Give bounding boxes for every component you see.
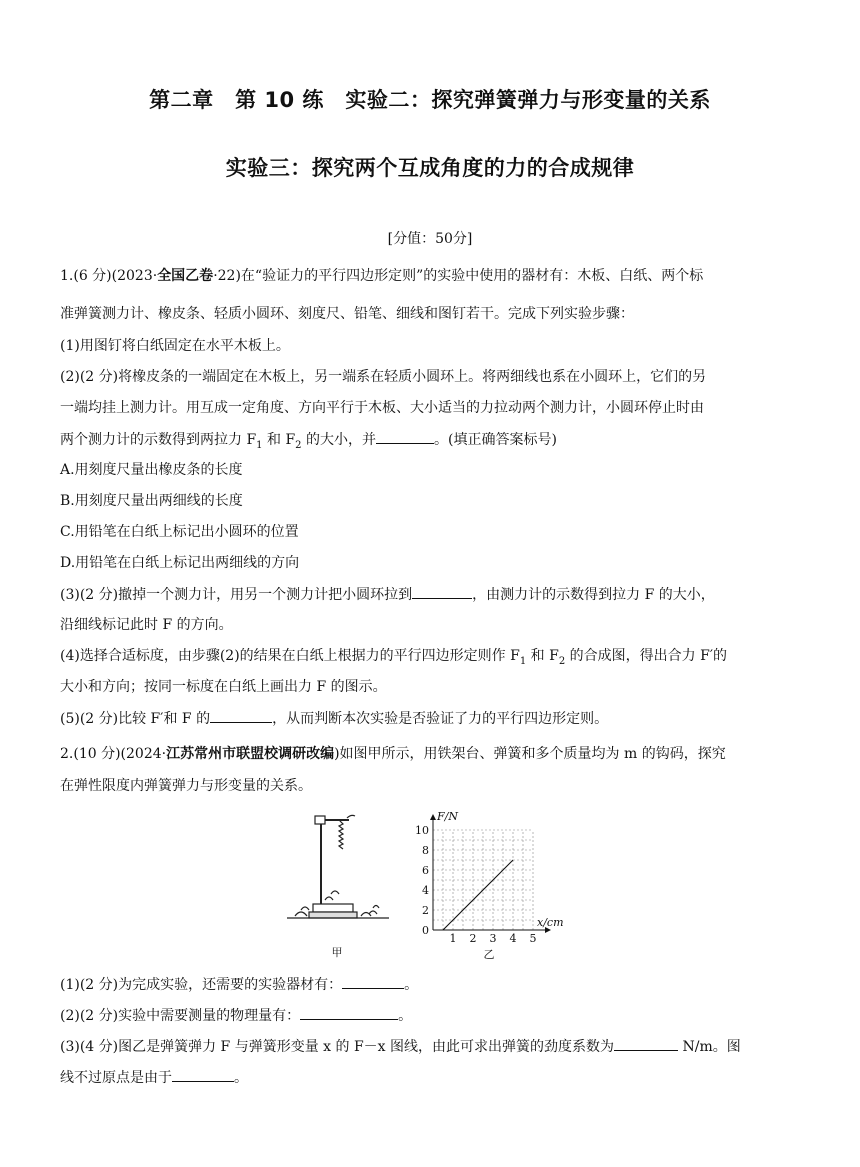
f-x-chart <box>415 810 564 945</box>
y-tick-label: 4 <box>422 884 429 897</box>
q1-line-1: 1.(6 分)(2023·全国乙卷·22)在“验证力的平行四边形定则”的实验中使用的器材有：木板、白纸、两个标 <box>60 268 704 284</box>
x-tick-label: 2 <box>469 932 477 945</box>
q2-line-2: 在弹性限度内弹簧弹力与形变量的关系。 <box>60 778 312 794</box>
y-axis-arrow <box>430 814 436 820</box>
q1-step-2-line-2: 一端均挂上测力计。用互成一定角度、方向平行于木板、大小适当的力拉动两个测力计，小圆环停止时由 <box>60 400 704 416</box>
y-tick-label: 10 <box>415 824 429 837</box>
y-tick-label: 2 <box>422 904 429 917</box>
answer-blank <box>172 1067 234 1082</box>
figure <box>285 800 585 970</box>
q2-step-1: (1)(2 分)为完成实验，还需要的实验器材有： 。 <box>60 974 418 995</box>
iron-stand-illustration <box>287 815 389 918</box>
answer-blank <box>614 1036 678 1051</box>
y-tick-label: 0 <box>422 924 429 937</box>
answer-blank <box>342 974 404 989</box>
x-tick-label: 5 <box>529 932 537 945</box>
x-axis-label: x/cm <box>537 916 564 929</box>
answer-blank <box>210 708 272 723</box>
q1-option-d: D.用铅笔在白纸上标记出两细线的方向 <box>60 555 300 571</box>
q2-line-1: 2.(10 分)(2024·江苏常州市联盟校调研改编)如图甲所示，用铁架台、弹簧和多个质量均为 m 的钩码，探究 <box>60 746 726 762</box>
x-tick-label: 4 <box>509 932 517 945</box>
x-tick-label: 1 <box>449 932 457 945</box>
chapter-title: 第二章 第 10 练 实验二：探究弹簧弹力与形变量的关系 <box>149 88 711 112</box>
q1-step-2-line-1: (2)(2 分)将橡皮条的一端固定在木板上，另一端系在轻质小圆环上。将两细线也系在小圆环上，它们的另 <box>60 369 707 385</box>
q1-step-5: (5)(2 分)比较 F′和 F 的 ，从而判断本次实验是否验证了力的平行四边形定则。 <box>60 708 608 729</box>
q1-step-2-line-3: 两个测力计的示数得到两拉力 $F_1$ 和 $F_2$ 的大小，并 。(填正确答案标号) <box>60 429 557 456</box>
q2-step-3-line-1: (3)(4 分)图乙是弹簧弹力 F 与弹簧形变量 x 的 F－x 图线，由此可求出弹簧的劲度系数为 N/m。图 <box>60 1036 741 1057</box>
experiment-title: 实验三：探究两个互成角度的力的合成规律 <box>225 156 635 180</box>
q1-step-3-line-1: (3)(2 分)撤掉一个测力计，用另一个测力计把小圆环拉到 ，由测力计的示数得到拉力 F 的大小， <box>60 584 715 605</box>
answer-blank <box>412 584 472 599</box>
answer-blank <box>376 429 434 444</box>
y-tick-label: 6 <box>422 864 429 877</box>
y-tick-label: 8 <box>422 844 429 857</box>
q2-source: 江苏常州市联盟校调研改编 <box>166 746 335 762</box>
q1-option-b: B.用刻度尺量出两细线的长度 <box>60 493 243 509</box>
data-line <box>443 860 513 930</box>
q2-step-3-line-2: 线不过原点是由于 。 <box>60 1067 248 1088</box>
x-tick-label: 3 <box>489 932 497 945</box>
score-label: [分值：50分] <box>387 231 473 247</box>
q1-line-2: 准弹簧测力计、橡皮条、轻质小圆环、刻度尺、铅笔、细线和图钉若干。完成下列实验步骤： <box>60 306 634 322</box>
figure-a-label: 甲 <box>331 946 343 959</box>
q1-step-1: (1)用图钉将白纸固定在水平木板上。 <box>60 338 290 354</box>
q1-step-3-line-2: 沿细线标记此时 F 的方向。 <box>60 617 233 633</box>
q1-source: 全国乙卷 <box>157 268 214 284</box>
q1-option-a: A.用刻度尺量出橡皮条的长度 <box>60 462 243 478</box>
q1-step-4-line-2: 大小和方向；按同一标度在白纸上画出力 F 的图示。 <box>60 679 387 695</box>
y-axis-label: F/N <box>437 810 458 823</box>
answer-blank <box>300 1005 398 1020</box>
q1-option-c: C.用铅笔在白纸上标记出小圆环的位置 <box>60 524 299 540</box>
q1-step-4-line-1: (4)选择合适标度，由步骤(2)的结果在白纸上根据力的平行四边形定则作 $F_1$ 和 $F_2$ 的合成图，得出合力 F′的 <box>60 648 727 667</box>
figure-b-label: 乙 <box>483 948 495 961</box>
q2-step-2: (2)(2 分)实验中需要测量的物理量有： 。 <box>60 1005 412 1026</box>
